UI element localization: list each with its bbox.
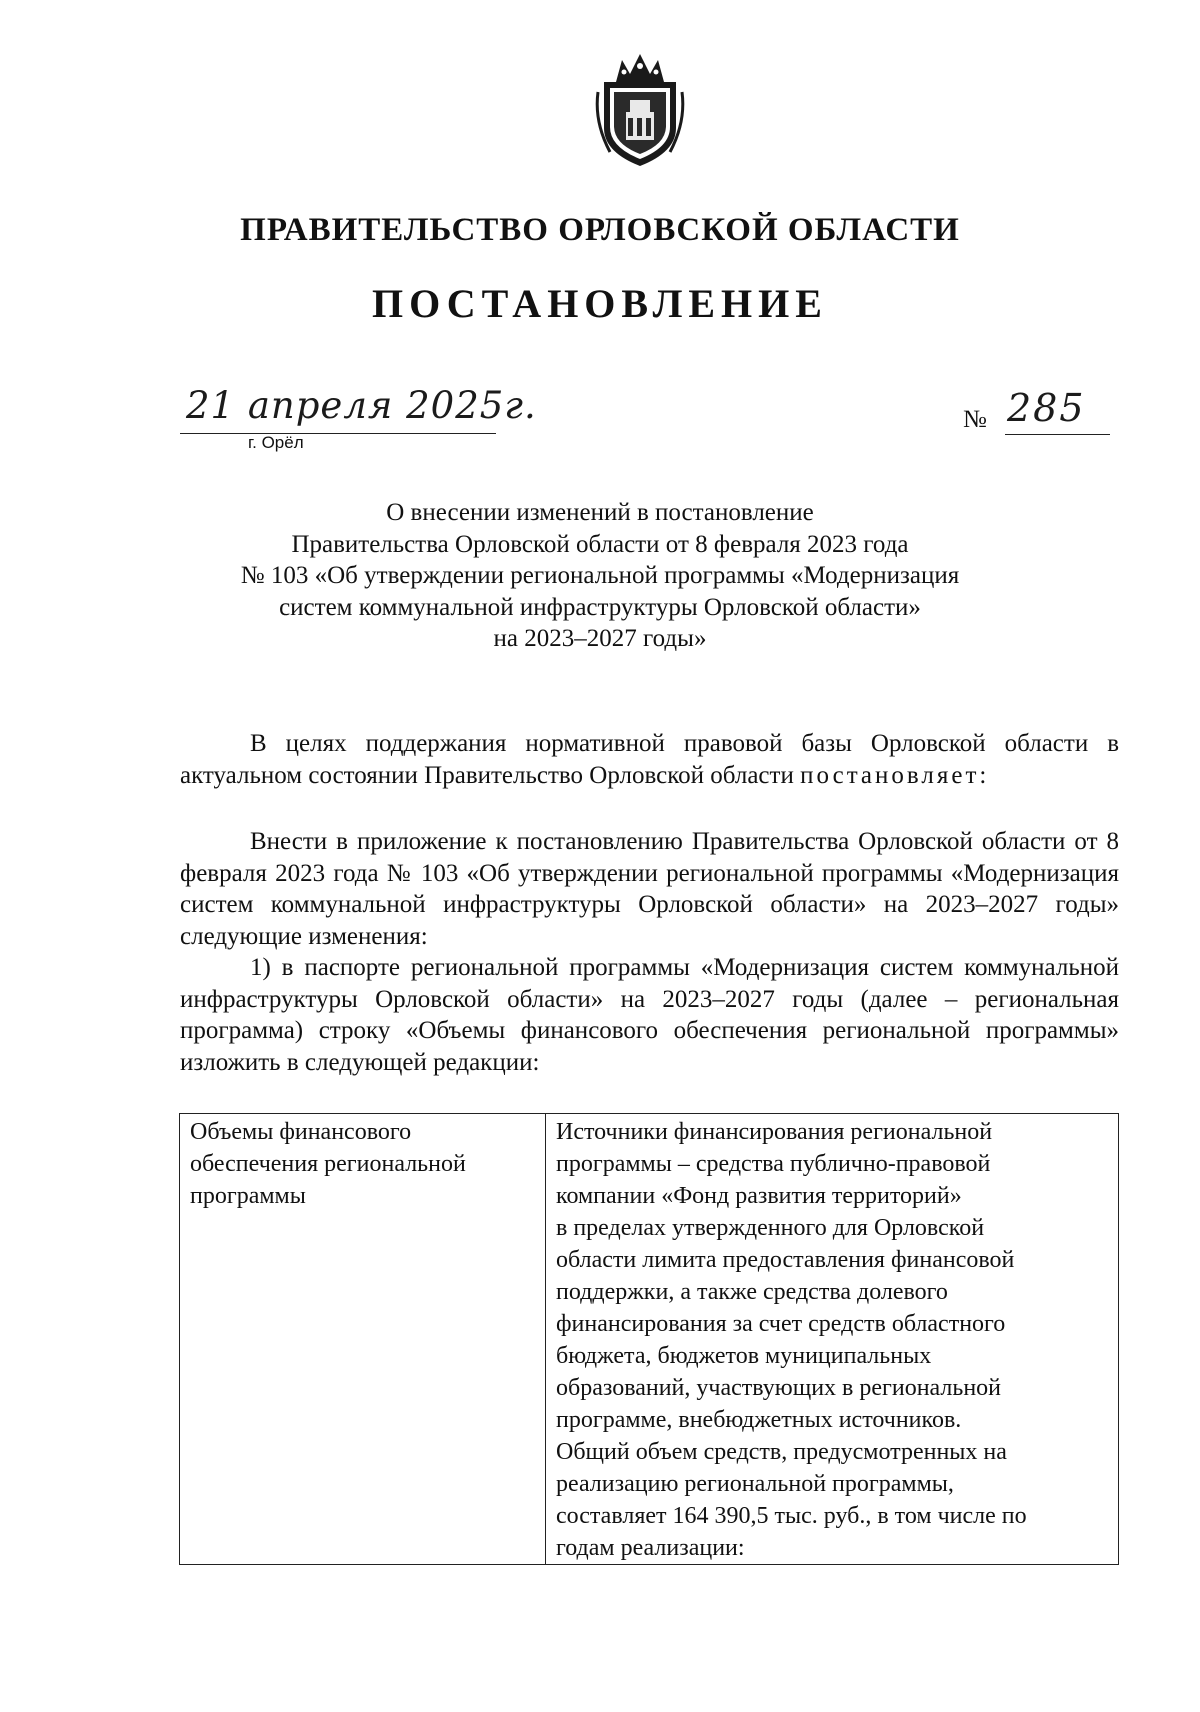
amendment-intro-paragraph: Внести в приложение к постановлению Правительства Орловской области от 8 февраля 2023 года № 103 «Об утверждении региональной программы «Модернизация систем коммунальной инфраструктуры Орловской области» на 2023–2027 годы» следующие изменения: (180, 828, 1119, 950)
cell-line: области лимита предоставления финансовой (556, 1247, 1015, 1273)
date-underline (180, 433, 496, 434)
cell-line: программы (190, 1183, 306, 1209)
title-line: № 103 «Об утверждении региональной программы «Модернизация (240, 562, 960, 589)
cell-line: компании «Фонд развития территорий» (556, 1183, 962, 1209)
cell-line: финансирования за счет средств областного (556, 1311, 1006, 1337)
cell-line: составляет 164 390,5 тыс. руб., в том числе по (556, 1503, 1027, 1529)
coat-of-arms-icon (590, 52, 690, 170)
cell-line: Объемы финансового (190, 1119, 412, 1145)
organization-title: ПРАВИТЕЛЬСТВО ОРЛОВСКОЙ ОБЛАСТИ (240, 212, 960, 248)
cell-line: образований, участвующих в региональной (556, 1375, 1002, 1401)
cell-line: программе, внебюджетных источников. (556, 1407, 962, 1433)
handwritten-date: 21 апреля 2025г. (186, 384, 537, 427)
title-line: на 2023–2027 годы» (493, 625, 707, 652)
table-cell-content (546, 1114, 1119, 1565)
table-cell-label (180, 1114, 546, 1565)
cell-line: Источники финансирования региональной (556, 1119, 993, 1145)
cell-line: годам реализации: (556, 1535, 745, 1561)
number-label: № (963, 406, 987, 433)
preamble-text: В целях поддержания нормативной правовой базы Орловской области в актуальном состоянии Правительство Орловской области (180, 730, 1119, 789)
city-label: г. Орёл (248, 433, 304, 452)
table-row (180, 1114, 1119, 1565)
handwritten-number: 285 (1007, 386, 1086, 430)
document-type-title: ПОСТАНОВЛЕНИЕ (372, 281, 828, 326)
title-line: систем коммунальной инфраструктуры Орловской области» (279, 593, 921, 621)
cell-line: обеспечения региональной (190, 1151, 466, 1177)
cell-line: Общий объем средств, предусмотренных на (556, 1439, 1007, 1465)
preamble-colon: : (979, 761, 987, 789)
decree-keyword: постановляет (800, 761, 980, 789)
financing-table (179, 1113, 1119, 1565)
cell-line: в пределах утвержденного для Орловской (556, 1215, 985, 1241)
number-underline (1005, 434, 1110, 435)
cell-line: реализацию региональной программы, (556, 1471, 954, 1497)
cell-line: бюджета, бюджетов муниципальных (556, 1343, 932, 1369)
cell-line: поддержки, а также средства долевого (556, 1279, 948, 1305)
resolution-title (150, 497, 1050, 655)
amendment-item-1-paragraph: 1) в паспорте региональной программы «Модернизация систем коммунальной инфраструктуры Орловской области» на 2023–2027 годы (далее – региональная программа) строку «Объемы финансового обеспечения региональной программы» изложить в следующей редакции: (180, 954, 1119, 1076)
cell-line: программы – средства публично-правовой (556, 1151, 991, 1177)
preamble-paragraph (180, 728, 1119, 791)
title-line: О внесении изменений в постановление (386, 499, 814, 526)
title-line: Правительства Орловской области от 8 февраля 2023 года (291, 530, 909, 558)
